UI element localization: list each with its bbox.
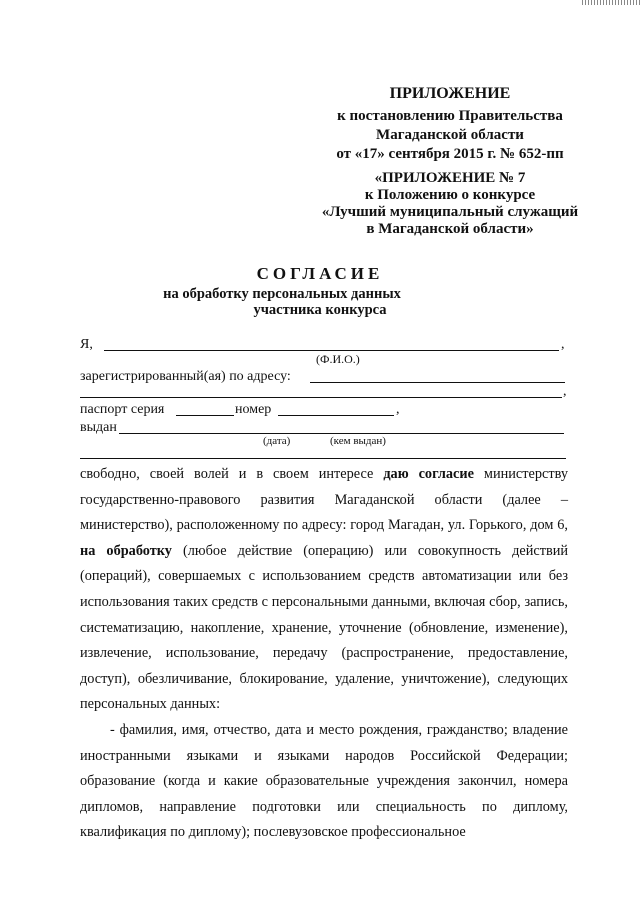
consent-text: министерству государственно-правового развития Магаданской области (далее – министерство), расположенному по адресу: город Магадан, ул. Горького, дом 6, <box>80 466 568 534</box>
scan-artifact <box>582 0 640 5</box>
issued-field[interactable] <box>119 433 564 434</box>
consent-text: (любое действие (операцию) или совокупность действий (операций), совершаемых с использованием средств автоматизации или без использования таких средств с персональными данными, включая сбор, запись, систематизацию, накопление, хранение, уточнение (обновление, изменение), извлечение, использование, передачу (распространение, предоставление, доступ), обезличивание, блокирование, удаление, уничтожение), следующих персональных данных: <box>80 542 569 713</box>
consent-text: свободно, своей волей и в своем интересе <box>80 466 384 482</box>
appendix-header <box>300 84 600 164</box>
label-ya: Я, <box>80 337 93 352</box>
comma: , <box>396 402 400 417</box>
date-hint: (дата) <box>263 435 291 447</box>
consent-emphasis: даю согласие <box>383 466 474 482</box>
comma: , <box>563 384 567 399</box>
label-passport-series: паспорт серия <box>80 402 165 417</box>
document-subtitle: на обработку персональных данных <box>163 286 401 302</box>
issued-field-continued[interactable] <box>80 458 566 459</box>
passport-number-field[interactable] <box>278 415 394 416</box>
appendix-title: ПРИЛОЖЕНИЕ <box>389 85 511 102</box>
address-field[interactable] <box>310 382 565 383</box>
appendix-7-line: «Лучший муниципальный служащий <box>321 204 579 220</box>
fio-hint: (Ф.И.О.) <box>316 352 360 366</box>
document-subtitle: участника конкурса <box>253 302 387 318</box>
consent-body <box>80 462 568 846</box>
consent-emphasis: на обработку <box>80 542 172 559</box>
address-field-continued[interactable] <box>80 397 562 398</box>
label-issued: выдан <box>80 420 117 435</box>
personal-data-item: - фамилия, имя, отчество, дата и место рождения, гражданство; владение иностранными языками и языками народов Российской Федерации; образование (когда и какие образовательные учреждения закончил, номера дипломов, направление подготовки или специальность по диплому, квалификация по диплому); послевузовское профессиональное <box>80 721 568 841</box>
appendix-line: Магаданской области <box>376 127 524 143</box>
appendix-line: к постановлению Правительства <box>337 108 563 124</box>
issuer-hint: (кем выдан) <box>330 435 386 447</box>
appendix-7-header <box>300 170 600 238</box>
comma: , <box>561 337 565 352</box>
label-passport-number: номер <box>235 402 272 417</box>
label-registered: зарегистрированный(ая) по адресу: <box>80 369 291 384</box>
document-title: СОГЛАСИЕ <box>256 264 384 283</box>
appendix-date-line: от «17» сентября 2015 г. № 652-пп <box>336 146 564 162</box>
appendix-7-line: к Положению о конкурсе <box>364 187 536 203</box>
consent-paragraph <box>80 462 568 718</box>
fio-field[interactable] <box>104 350 559 351</box>
passport-series-field[interactable] <box>176 415 234 416</box>
appendix-7-line: в Магаданской области» <box>366 221 534 237</box>
appendix-7-title: «ПРИЛОЖЕНИЕ № 7 <box>374 170 526 186</box>
